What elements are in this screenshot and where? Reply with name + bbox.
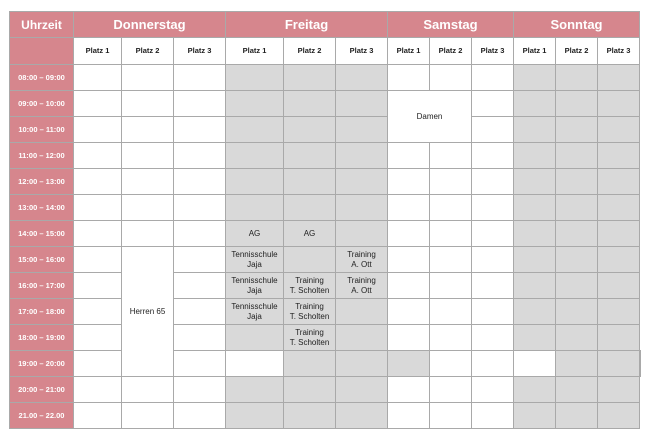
time-slot-label: 11:00 – 12:00	[10, 143, 74, 169]
slot-cell	[122, 377, 174, 403]
event-training-ott	[336, 273, 388, 299]
slot-cell	[598, 325, 640, 351]
slot-cell	[388, 377, 430, 403]
court-header-so-1: Platz 1	[514, 38, 556, 65]
time-slot-label: 19:00 – 20:00	[10, 351, 74, 377]
day-header-freitag: Freitag	[226, 12, 388, 38]
event-line: Tennisschule	[231, 301, 278, 311]
slot-cell	[598, 247, 640, 273]
time-slot-label: 21.00 – 22.00	[10, 403, 74, 429]
slot-cell	[472, 377, 514, 403]
slot-cell	[556, 273, 598, 299]
slot-cell	[226, 403, 284, 429]
slot-cell	[74, 299, 122, 325]
slot-cell	[336, 195, 388, 221]
slot-cell	[556, 65, 598, 91]
slot-cell	[226, 195, 284, 221]
slot-cell	[514, 117, 556, 143]
slot-cell	[514, 403, 556, 429]
slot-cell	[598, 91, 640, 117]
slot-cell	[284, 65, 336, 91]
event-line: T. Scholten	[289, 337, 330, 347]
slot-cell	[174, 117, 226, 143]
slot-cell	[336, 221, 388, 247]
slot-cell	[226, 143, 284, 169]
event-line: Training	[295, 301, 324, 311]
time-slot-label: 08:00 – 09:00	[10, 65, 74, 91]
slot-cell	[430, 377, 472, 403]
slot-cell	[472, 299, 514, 325]
schedule	[9, 11, 641, 429]
slot-cell	[74, 91, 122, 117]
slot-cell	[174, 247, 226, 273]
slot-cell	[174, 299, 226, 325]
slot-cell	[226, 91, 284, 117]
slot-cell	[514, 351, 556, 377]
slot-cell	[388, 403, 430, 429]
slot-cell	[514, 247, 556, 273]
event-line: A. Ott	[351, 285, 372, 295]
slot-cell	[430, 299, 472, 325]
event-tennisschule	[226, 247, 284, 273]
slot-cell	[472, 351, 514, 377]
slot-cell	[556, 143, 598, 169]
slot-cell	[598, 377, 640, 403]
slot-cell	[430, 143, 472, 169]
slot-cell	[226, 169, 284, 195]
event-training-scholten	[284, 273, 336, 299]
event-herren-65: Herren 65	[122, 247, 174, 377]
slot-cell	[336, 169, 388, 195]
slot-cell	[122, 65, 174, 91]
slot-cell	[226, 351, 284, 377]
event-line: Training	[295, 275, 324, 285]
slot-cell	[472, 325, 514, 351]
slot-cell	[74, 117, 122, 143]
slot-cell	[598, 299, 640, 325]
court-header-do-3: Platz 3	[174, 38, 226, 65]
slot-cell	[430, 325, 472, 351]
court-header-fr-3: Platz 3	[336, 38, 388, 65]
slot-cell	[336, 65, 388, 91]
slot-cell	[174, 91, 226, 117]
time-slot-label: 10:00 – 11:00	[10, 117, 74, 143]
event-line: Training	[347, 275, 376, 285]
slot-cell	[388, 299, 430, 325]
slot-cell	[556, 117, 598, 143]
time-column-header: Uhrzeit	[10, 12, 74, 38]
slot-cell	[514, 377, 556, 403]
slot-cell	[514, 169, 556, 195]
slot-cell	[472, 195, 514, 221]
slot-cell	[74, 65, 122, 91]
time-slot-label: 12:00 – 13:00	[10, 169, 74, 195]
slot-cell	[174, 273, 226, 299]
slot-cell	[388, 169, 430, 195]
slot-cell	[284, 351, 336, 377]
event-training-scholten	[284, 299, 336, 325]
event-training-ott	[336, 247, 388, 273]
event-training-scholten	[284, 325, 336, 351]
event-line: T. Scholten	[289, 285, 330, 295]
slot-cell	[388, 247, 430, 273]
slot-cell	[640, 351, 641, 377]
slot-cell	[556, 91, 598, 117]
slot-cell	[598, 273, 640, 299]
slot-cell	[598, 169, 640, 195]
slot-cell	[556, 195, 598, 221]
slot-cell	[336, 117, 388, 143]
slot-cell	[598, 65, 640, 91]
slot-cell	[556, 169, 598, 195]
slot-cell	[430, 247, 472, 273]
event-line: Jaja	[247, 285, 262, 295]
slot-cell	[388, 143, 430, 169]
slot-cell	[122, 143, 174, 169]
slot-cell	[284, 91, 336, 117]
slot-cell	[174, 325, 226, 351]
slot-cell	[388, 221, 430, 247]
slot-cell	[74, 169, 122, 195]
court-header-do-2: Platz 2	[122, 38, 174, 65]
slot-cell	[226, 377, 284, 403]
slot-cell	[472, 273, 514, 299]
slot-cell	[74, 143, 122, 169]
slot-cell	[122, 169, 174, 195]
slot-cell	[284, 377, 336, 403]
day-header-samstag: Samstag	[388, 12, 514, 38]
slot-cell	[514, 91, 556, 117]
time-subheader-blank	[10, 38, 74, 65]
event-line: Training	[347, 249, 376, 259]
slot-cell	[388, 273, 430, 299]
slot-cell	[598, 403, 640, 429]
slot-cell	[284, 117, 336, 143]
event-tennisschule	[226, 273, 284, 299]
slot-cell	[336, 299, 388, 325]
slot-cell	[556, 247, 598, 273]
slot-cell	[284, 195, 336, 221]
day-header-sonntag: Sonntag	[514, 12, 640, 38]
slot-cell	[74, 351, 122, 377]
time-slot-label: 14:00 – 15:00	[10, 221, 74, 247]
slot-cell	[388, 65, 430, 91]
slot-cell	[430, 221, 472, 247]
event-ag-platz1: AG	[226, 221, 284, 247]
slot-cell	[174, 195, 226, 221]
slot-cell	[122, 91, 174, 117]
schedule-table	[9, 11, 641, 429]
slot-cell	[598, 195, 640, 221]
slot-cell	[472, 403, 514, 429]
day-header-donnerstag: Donnerstag	[74, 12, 226, 38]
slot-cell	[226, 325, 284, 351]
time-slot-label: 18:00 – 19:00	[10, 325, 74, 351]
slot-cell	[74, 221, 122, 247]
slot-cell	[284, 247, 336, 273]
slot-cell	[514, 325, 556, 351]
slot-cell	[284, 403, 336, 429]
slot-cell	[556, 403, 598, 429]
slot-cell	[472, 169, 514, 195]
court-header-do-1: Platz 1	[74, 38, 122, 65]
slot-cell	[598, 351, 640, 377]
slot-cell	[174, 221, 226, 247]
court-header-so-3: Platz 3	[598, 38, 640, 65]
slot-cell	[472, 247, 514, 273]
event-line: Tennisschule	[231, 249, 278, 259]
slot-cell	[74, 247, 122, 273]
slot-cell	[336, 325, 388, 351]
event-ag-platz2: AG	[284, 221, 336, 247]
slot-cell	[174, 377, 226, 403]
slot-cell	[430, 403, 472, 429]
slot-cell	[74, 377, 122, 403]
slot-cell	[74, 195, 122, 221]
slot-cell	[598, 221, 640, 247]
slot-cell	[430, 273, 472, 299]
slot-cell	[556, 325, 598, 351]
slot-cell	[122, 117, 174, 143]
event-line: Tennisschule	[231, 275, 278, 285]
slot-cell	[472, 65, 514, 91]
slot-cell	[514, 143, 556, 169]
slot-cell	[514, 65, 556, 91]
slot-cell	[514, 221, 556, 247]
court-header-sa-3: Platz 3	[472, 38, 514, 65]
event-line: Training	[295, 327, 324, 337]
slot-cell	[388, 325, 430, 351]
time-slot-label: 09:00 – 10:00	[10, 91, 74, 117]
event-line: Jaja	[247, 259, 262, 269]
event-tennisschule	[226, 299, 284, 325]
court-header-fr-2: Platz 2	[284, 38, 336, 65]
time-slot-label: 20:00 – 21:00	[10, 377, 74, 403]
slot-cell	[74, 403, 122, 429]
slot-cell	[122, 403, 174, 429]
slot-cell	[472, 91, 514, 117]
slot-cell	[336, 143, 388, 169]
court-header-sa-1: Platz 1	[388, 38, 430, 65]
court-header-fr-1: Platz 1	[226, 38, 284, 65]
slot-cell	[598, 143, 640, 169]
time-slot-label: 17:00 – 18:00	[10, 299, 74, 325]
event-line: Jaja	[247, 311, 262, 321]
slot-cell	[430, 351, 472, 377]
slot-cell	[336, 403, 388, 429]
slot-cell	[430, 169, 472, 195]
slot-cell	[174, 65, 226, 91]
slot-cell	[336, 351, 388, 377]
slot-cell	[74, 325, 122, 351]
time-slot-label: 16:00 – 17:00	[10, 273, 74, 299]
slot-cell	[174, 403, 226, 429]
slot-cell	[336, 377, 388, 403]
slot-cell	[226, 117, 284, 143]
court-header-sa-2: Platz 2	[430, 38, 472, 65]
slot-cell	[122, 195, 174, 221]
slot-cell	[284, 143, 336, 169]
slot-cell	[598, 117, 640, 143]
slot-cell	[556, 377, 598, 403]
court-header-so-2: Platz 2	[556, 38, 598, 65]
slot-cell	[174, 143, 226, 169]
slot-cell	[556, 351, 598, 377]
slot-cell	[514, 195, 556, 221]
slot-cell	[514, 299, 556, 325]
slot-cell	[472, 221, 514, 247]
event-line: T. Scholten	[289, 311, 330, 321]
slot-cell	[388, 195, 430, 221]
slot-cell	[336, 91, 388, 117]
slot-cell	[74, 273, 122, 299]
slot-cell	[174, 169, 226, 195]
event-damen: Damen	[388, 91, 472, 143]
slot-cell	[472, 117, 514, 143]
slot-cell	[388, 351, 430, 377]
slot-cell	[226, 65, 284, 91]
time-slot-label: 13:00 – 14:00	[10, 195, 74, 221]
slot-cell	[284, 169, 336, 195]
slot-cell	[556, 221, 598, 247]
event-line: A. Ott	[351, 259, 372, 269]
slot-cell	[514, 273, 556, 299]
slot-cell	[556, 299, 598, 325]
time-slot-label: 15:00 – 16:00	[10, 247, 74, 273]
slot-cell	[430, 195, 472, 221]
slot-cell	[472, 143, 514, 169]
slot-cell	[430, 65, 472, 91]
slot-cell	[174, 351, 226, 377]
slot-cell	[122, 221, 174, 247]
